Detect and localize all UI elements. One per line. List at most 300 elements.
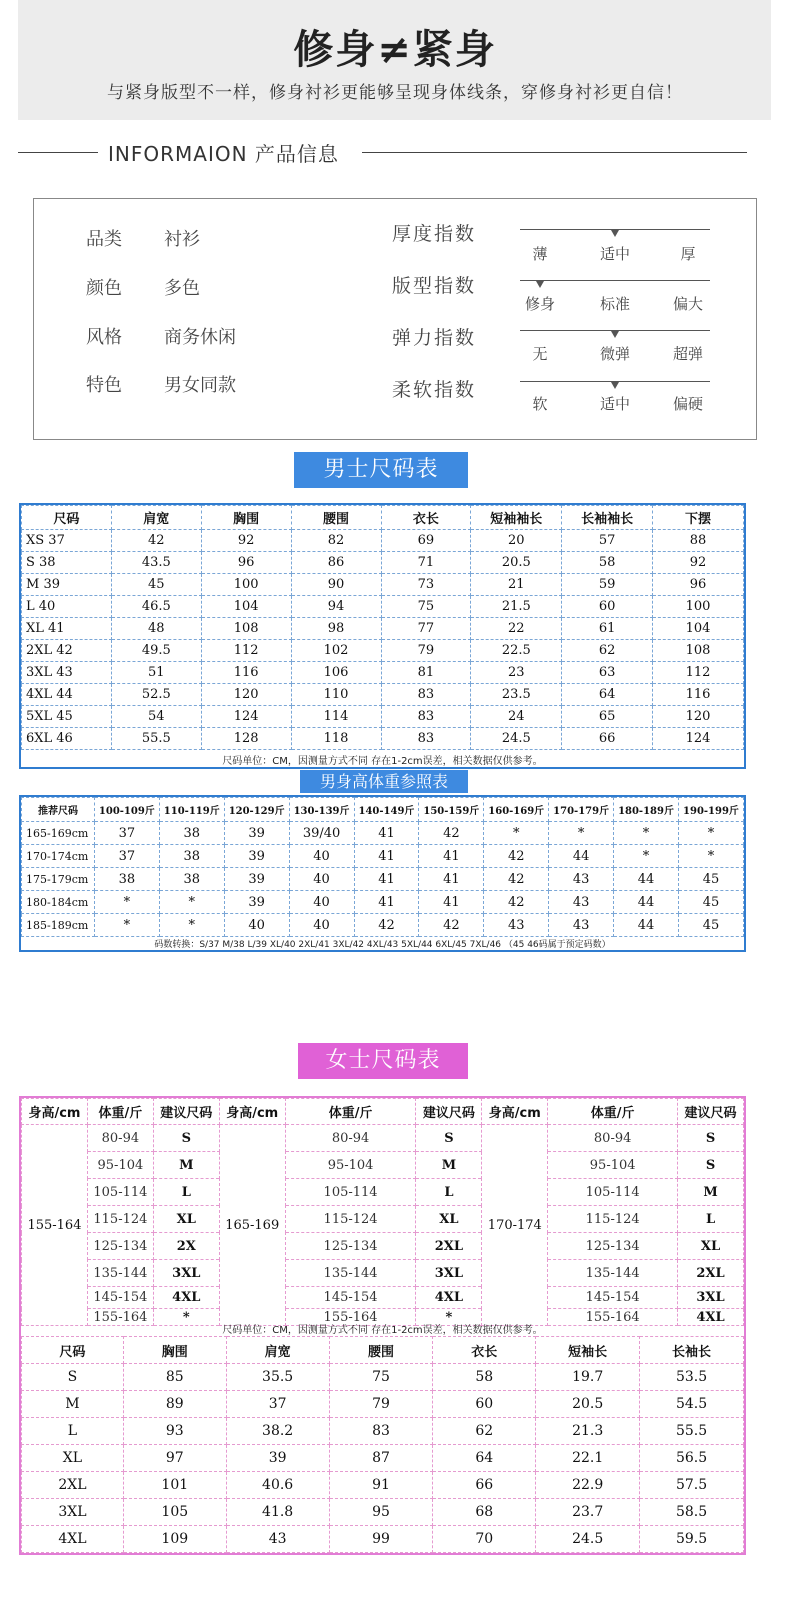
info-divider-left	[18, 152, 98, 153]
men-size-banner: 男士尺码表	[294, 452, 468, 488]
table-cell: 96	[201, 552, 291, 574]
table-cell: 44	[614, 914, 679, 937]
table-cell: 52.5	[111, 684, 201, 706]
table-header-cell: 建议尺码	[416, 1099, 482, 1125]
index-label-elasticity: 弹力指数	[392, 327, 477, 349]
table-header-cell: 180-189斤	[614, 798, 679, 822]
table-cell: 42	[484, 868, 549, 891]
table-row	[22, 1125, 744, 1152]
index-scale-marker	[611, 230, 619, 237]
table-cell: 39	[224, 891, 289, 914]
table-row	[22, 1418, 744, 1445]
table-cell: *	[678, 845, 743, 868]
table-cell: 98	[291, 618, 381, 640]
table-cell: 57	[562, 530, 653, 552]
table-cell: 39/40	[289, 822, 354, 845]
table-cell: 44	[614, 868, 679, 891]
table-header-cell: 短袖长	[536, 1337, 640, 1364]
weight-cell: 125-134	[548, 1233, 678, 1260]
table-cell: 22.1	[536, 1445, 640, 1472]
table-cell: 38	[159, 868, 224, 891]
table-row	[22, 1233, 744, 1260]
index-option: 标准	[599, 295, 630, 313]
table-cell: 20.5	[536, 1391, 640, 1418]
table-cell: 24.5	[471, 728, 562, 750]
weight-cell: 80-94	[285, 1125, 416, 1152]
table-cell: 79	[329, 1391, 433, 1418]
table-cell: *	[549, 822, 614, 845]
table-row	[22, 1526, 744, 1553]
table-cell: 54	[111, 706, 201, 728]
table-cell: 43	[226, 1526, 329, 1553]
table-header-cell: 腰围	[291, 506, 381, 530]
table-cell: 116	[201, 662, 291, 684]
table-header-row	[22, 1099, 744, 1125]
table-cell: *	[484, 822, 549, 845]
table-cell: 83	[329, 1418, 433, 1445]
table-cell: 105	[123, 1499, 226, 1526]
table-header-cell: 肩宽	[226, 1337, 329, 1364]
table-cell: L 40	[22, 596, 112, 618]
table-cell: 79	[381, 640, 471, 662]
table-cell: 39	[224, 845, 289, 868]
table-cell: 51	[111, 662, 201, 684]
table-cell: 37	[226, 1391, 329, 1418]
men-size-table	[21, 505, 744, 750]
table-cell: 99	[329, 1526, 433, 1553]
table-cell: 69	[381, 530, 471, 552]
table-cell: XL 41	[22, 618, 112, 640]
size-cell: L	[153, 1179, 219, 1206]
weight-cell: 105-114	[87, 1179, 153, 1206]
table-cell: 38	[94, 868, 159, 891]
index-scale-marker	[611, 331, 619, 338]
table-cell: 41	[354, 891, 419, 914]
table-cell: XL	[22, 1445, 124, 1472]
index-option: 超弹	[672, 345, 703, 363]
attr-label-style: 风格	[86, 327, 122, 348]
men-table-note: 尺码单位：CM，因测量方式不同 存在1-2cm误差，相关数据仅供参考。	[222, 756, 543, 767]
size-cell: 4XL	[416, 1287, 482, 1309]
table-cell: 39	[224, 868, 289, 891]
table-row	[22, 845, 744, 868]
size-cell: M	[416, 1152, 482, 1179]
table-cell: 97	[123, 1445, 226, 1472]
table-cell: 75	[381, 596, 471, 618]
table-row	[22, 706, 744, 728]
table-cell: 71	[381, 552, 471, 574]
product-info-box	[33, 198, 757, 440]
table-cell: 24	[471, 706, 562, 728]
height-group-cell: 170-174	[482, 1125, 548, 1326]
table-cell: 81	[381, 662, 471, 684]
size-cell: S	[153, 1125, 219, 1152]
size-cell: XL	[678, 1233, 744, 1260]
table-cell: 85	[123, 1364, 226, 1391]
women-table-note: 尺码单位：CM，因测量方式不同 存在1-2cm误差，相关数据仅供参考。	[222, 1325, 543, 1336]
table-cell: 49.5	[111, 640, 201, 662]
weight-cell: 115-124	[548, 1206, 678, 1233]
table-header-cell: 胸围	[123, 1337, 226, 1364]
table-cell: 39	[226, 1445, 329, 1472]
table-row	[22, 1179, 744, 1206]
weight-cell: 105-114	[285, 1179, 416, 1206]
table-cell: *	[94, 891, 159, 914]
table-cell: 41	[354, 868, 419, 891]
index-option: 厚	[680, 245, 696, 263]
table-cell: 70	[433, 1526, 536, 1553]
size-cell: 3XL	[416, 1260, 482, 1287]
index-option: 薄	[532, 245, 548, 263]
size-cell: 3XL	[153, 1260, 219, 1287]
table-cell: 42	[419, 914, 484, 937]
table-cell: 124	[653, 728, 744, 750]
table-cell: 2XL 42	[22, 640, 112, 662]
table-cell: 83	[381, 728, 471, 750]
table-cell: 45	[678, 914, 743, 937]
table-cell: 37	[94, 822, 159, 845]
table-cell: 120	[201, 684, 291, 706]
table-header-cell: 推荐尺码	[22, 798, 95, 822]
table-header-row	[22, 506, 744, 530]
table-cell: 2XL	[22, 1472, 124, 1499]
weight-cell: 145-154	[285, 1287, 416, 1309]
table-header-cell: 肩宽	[111, 506, 201, 530]
table-cell: 42	[354, 914, 419, 937]
table-cell: 22	[471, 618, 562, 640]
size-cell: L	[678, 1206, 744, 1233]
weight-cell: 155-164	[87, 1309, 153, 1326]
table-cell: 104	[201, 596, 291, 618]
table-header-cell: 130-139斤	[289, 798, 354, 822]
size-cell: 4XL	[678, 1309, 744, 1326]
size-cell: *	[416, 1309, 482, 1326]
info-divider-right	[362, 152, 747, 153]
table-cell: 60	[433, 1391, 536, 1418]
table-cell: 92	[653, 552, 744, 574]
table-row	[22, 1499, 744, 1526]
table-cell: 42	[111, 530, 201, 552]
table-cell: 20	[471, 530, 562, 552]
table-cell: 35.5	[226, 1364, 329, 1391]
table-header-cell: 长袖长	[640, 1337, 744, 1364]
table-cell: 19.7	[536, 1364, 640, 1391]
table-cell: 120	[653, 706, 744, 728]
table-cell: 170-174cm	[22, 845, 95, 868]
attr-value-style: 商务休闲	[164, 327, 236, 348]
weight-cell: 135-144	[87, 1260, 153, 1287]
table-cell: 40	[289, 845, 354, 868]
table-cell: 41	[419, 868, 484, 891]
table-cell: 45	[678, 868, 743, 891]
index-scale-marker	[536, 281, 544, 288]
height-group-cell: 155-164	[22, 1125, 88, 1326]
table-cell: 38.2	[226, 1418, 329, 1445]
men-reference-table	[21, 797, 744, 937]
table-cell: 109	[123, 1526, 226, 1553]
table-cell: 112	[201, 640, 291, 662]
table-header-cell: 建议尺码	[153, 1099, 219, 1125]
table-cell: 40	[224, 914, 289, 937]
table-row	[22, 552, 744, 574]
table-cell: 58	[433, 1364, 536, 1391]
table-header-cell: 长袖袖长	[562, 506, 653, 530]
table-cell: 108	[653, 640, 744, 662]
index-option: 软	[532, 395, 548, 413]
table-header-cell: 140-149斤	[354, 798, 419, 822]
table-cell: 45	[678, 891, 743, 914]
size-cell: M	[153, 1152, 219, 1179]
table-row	[22, 1287, 744, 1309]
table-cell: 87	[329, 1445, 433, 1472]
index-label-softness: 柔软指数	[392, 379, 477, 401]
table-cell: 89	[123, 1391, 226, 1418]
table-header-row	[22, 798, 744, 822]
info-heading: INFORMAION 产品信息	[108, 142, 339, 166]
table-row	[22, 891, 744, 914]
table-cell: 180-184cm	[22, 891, 95, 914]
table-cell: 6XL 46	[22, 728, 112, 750]
size-cell: XL	[153, 1206, 219, 1233]
table-cell: 22.9	[536, 1472, 640, 1499]
table-cell: 64	[562, 684, 653, 706]
table-cell: 90	[291, 574, 381, 596]
weight-cell: 125-134	[285, 1233, 416, 1260]
table-header-cell: 衣长	[433, 1337, 536, 1364]
table-cell: 95	[329, 1499, 433, 1526]
index-option: 偏大	[672, 295, 703, 313]
table-cell: 83	[381, 684, 471, 706]
table-row	[22, 1364, 744, 1391]
size-cell: L	[416, 1179, 482, 1206]
table-cell: 53.5	[640, 1364, 744, 1391]
size-cell: 3XL	[678, 1287, 744, 1309]
size-cell: 2X	[153, 1233, 219, 1260]
table-row	[22, 596, 744, 618]
table-cell: 44	[549, 845, 614, 868]
table-cell: 64	[433, 1445, 536, 1472]
table-cell: 5XL 45	[22, 706, 112, 728]
table-header-cell: 腰围	[329, 1337, 433, 1364]
table-header-cell: 150-159斤	[419, 798, 484, 822]
weight-cell: 80-94	[548, 1125, 678, 1152]
weight-cell: 145-154	[548, 1287, 678, 1309]
table-cell: 116	[653, 684, 744, 706]
table-cell: 3XL 43	[22, 662, 112, 684]
weight-cell: 95-104	[285, 1152, 416, 1179]
table-cell: 23.5	[471, 684, 562, 706]
size-cell: 2XL	[416, 1233, 482, 1260]
table-cell: 128	[201, 728, 291, 750]
table-cell: 39	[224, 822, 289, 845]
table-cell: 114	[291, 706, 381, 728]
table-cell: 104	[653, 618, 744, 640]
table-cell: *	[159, 914, 224, 937]
size-cell: S	[678, 1125, 744, 1152]
page-title: 修身≠紧身	[293, 27, 497, 73]
table-cell: 112	[653, 662, 744, 684]
table-cell: 43	[549, 914, 614, 937]
table-cell: 37	[94, 845, 159, 868]
table-cell: 21.3	[536, 1418, 640, 1445]
table-cell: 46.5	[111, 596, 201, 618]
table-cell: 92	[201, 530, 291, 552]
table-row	[22, 822, 744, 845]
weight-cell: 145-154	[87, 1287, 153, 1309]
table-cell: *	[94, 914, 159, 937]
weight-cell: 155-164	[285, 1309, 416, 1326]
table-cell: 43	[484, 914, 549, 937]
table-header-cell: 体重/斤	[87, 1099, 153, 1125]
table-cell: 94	[291, 596, 381, 618]
table-header-cell: 身高/cm	[219, 1099, 285, 1125]
size-cell: XL	[416, 1206, 482, 1233]
table-cell: 175-179cm	[22, 868, 95, 891]
table-header-cell: 胸围	[201, 506, 291, 530]
table-cell: 57.5	[640, 1472, 744, 1499]
table-cell: L	[22, 1418, 124, 1445]
table-cell: 58	[562, 552, 653, 574]
table-cell: 42	[419, 822, 484, 845]
table-cell: 93	[123, 1418, 226, 1445]
table-cell: 38	[159, 822, 224, 845]
table-cell: M	[22, 1391, 124, 1418]
table-cell: 4XL 44	[22, 684, 112, 706]
index-scale-marker	[611, 382, 619, 389]
weight-cell: 135-144	[285, 1260, 416, 1287]
table-row	[22, 728, 744, 750]
table-cell: XS 37	[22, 530, 112, 552]
table-cell: 63	[562, 662, 653, 684]
size-cell: *	[153, 1309, 219, 1326]
women-size-table	[21, 1336, 744, 1553]
weight-cell: 135-144	[548, 1260, 678, 1287]
size-cell: S	[416, 1125, 482, 1152]
table-cell: 41	[354, 845, 419, 868]
attr-label-feature: 特色	[86, 375, 122, 396]
table-cell: 102	[291, 640, 381, 662]
table-header-cell: 建议尺码	[678, 1099, 744, 1125]
table-cell: 22.5	[471, 640, 562, 662]
table-cell: 43	[549, 868, 614, 891]
table-cell: 77	[381, 618, 471, 640]
index-option: 微弹	[599, 345, 630, 363]
table-cell: 58.5	[640, 1499, 744, 1526]
table-header-cell: 190-199斤	[678, 798, 743, 822]
attr-label-color: 颜色	[86, 278, 122, 299]
table-cell: 124	[201, 706, 291, 728]
table-row	[22, 684, 744, 706]
table-cell: *	[678, 822, 743, 845]
table-header-cell: 160-169斤	[484, 798, 549, 822]
table-cell: 48	[111, 618, 201, 640]
table-cell: 41.8	[226, 1499, 329, 1526]
table-cell: 40	[289, 914, 354, 937]
table-cell: 62	[433, 1418, 536, 1445]
table-row	[22, 1206, 744, 1233]
table-header-cell: 尺码	[22, 506, 112, 530]
table-cell: 83	[381, 706, 471, 728]
index-scale-line	[520, 280, 710, 281]
table-cell: 165-169cm	[22, 822, 95, 845]
index-label-fit: 版型指数	[392, 275, 477, 297]
women-size-banner: 女士尺码表	[298, 1043, 468, 1079]
table-cell: 88	[653, 530, 744, 552]
table-header-cell: 120-129斤	[224, 798, 289, 822]
men-reference-banner: 男身高体重参照表	[300, 770, 468, 793]
size-cell: S	[678, 1152, 744, 1179]
page-subtitle: 与紧身版型不一样，修身衬衫更能够呈现身体线条，穿修身衬衫更自信！	[107, 83, 683, 103]
size-cell: 4XL	[153, 1287, 219, 1309]
table-cell: 20.5	[471, 552, 562, 574]
index-option: 修身	[524, 295, 555, 313]
table-cell: 38	[159, 845, 224, 868]
table-cell: 101	[123, 1472, 226, 1499]
table-cell: *	[159, 891, 224, 914]
table-cell: 108	[201, 618, 291, 640]
table-cell: S	[22, 1364, 124, 1391]
table-cell: 43	[549, 891, 614, 914]
table-row	[22, 574, 744, 596]
table-header-cell: 110-119斤	[159, 798, 224, 822]
table-cell: 23	[471, 662, 562, 684]
index-option: 适中	[599, 395, 630, 413]
table-header-cell: 体重/斤	[285, 1099, 416, 1125]
weight-cell: 115-124	[87, 1206, 153, 1233]
table-cell: 118	[291, 728, 381, 750]
table-row	[22, 1260, 744, 1287]
table-cell: 66	[562, 728, 653, 750]
table-cell: 40	[289, 891, 354, 914]
table-header-cell: 体重/斤	[548, 1099, 678, 1125]
table-header-cell: 短袖袖长	[471, 506, 562, 530]
table-row	[22, 1152, 744, 1179]
table-cell: 42	[484, 845, 549, 868]
weight-cell: 80-94	[87, 1125, 153, 1152]
table-cell: 21.5	[471, 596, 562, 618]
table-header-cell: 衣长	[381, 506, 471, 530]
index-option: 适中	[599, 245, 630, 263]
table-header-cell: 尺码	[22, 1337, 124, 1364]
table-header-cell: 100-109斤	[94, 798, 159, 822]
table-cell: 21	[471, 574, 562, 596]
table-cell: 66	[433, 1472, 536, 1499]
table-cell: 62	[562, 640, 653, 662]
height-group-cell: 165-169	[219, 1125, 285, 1326]
table-header-row	[22, 1337, 744, 1364]
table-row	[22, 530, 744, 552]
table-cell: *	[614, 845, 679, 868]
table-header-cell: 170-179斤	[549, 798, 614, 822]
table-cell: 96	[653, 574, 744, 596]
weight-cell: 125-134	[87, 1233, 153, 1260]
table-cell: 40	[289, 868, 354, 891]
table-cell: S 38	[22, 552, 112, 574]
size-cell: M	[678, 1179, 744, 1206]
table-cell: 82	[291, 530, 381, 552]
table-cell: 68	[433, 1499, 536, 1526]
index-option: 无	[532, 345, 548, 363]
table-cell: 43.5	[111, 552, 201, 574]
weight-cell: 105-114	[548, 1179, 678, 1206]
table-cell: 91	[329, 1472, 433, 1499]
table-cell: 4XL	[22, 1526, 124, 1553]
weight-cell: 115-124	[285, 1206, 416, 1233]
table-cell: 55.5	[111, 728, 201, 750]
weight-cell: 95-104	[87, 1152, 153, 1179]
table-cell: 59	[562, 574, 653, 596]
table-row	[22, 618, 744, 640]
